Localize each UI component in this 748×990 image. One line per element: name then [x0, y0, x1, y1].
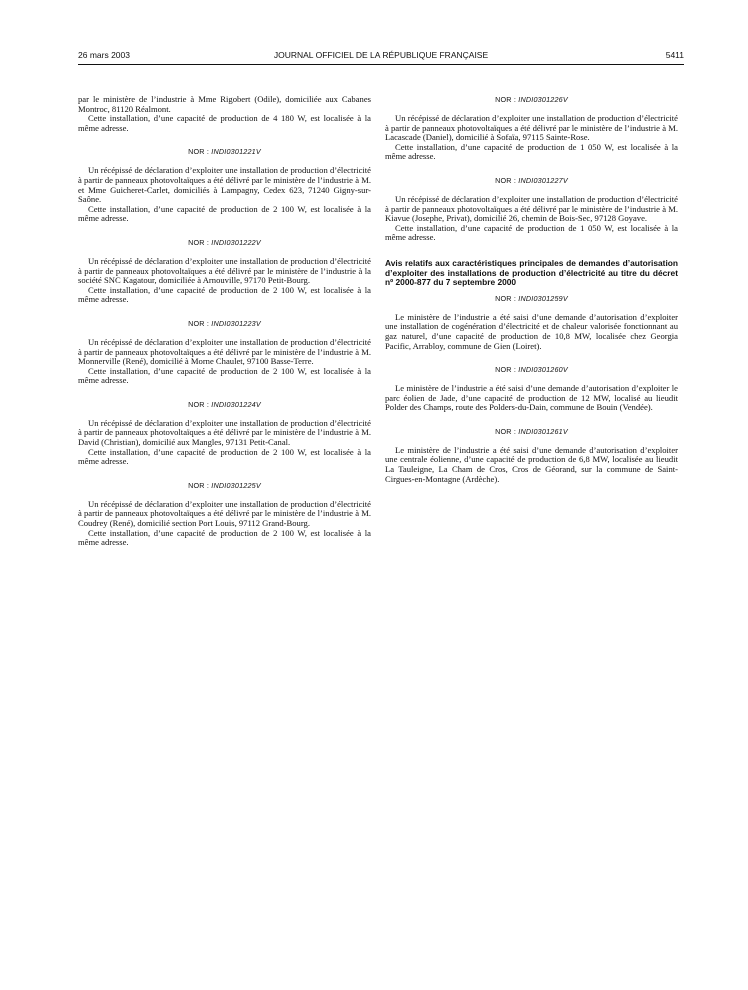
notice-text: Un récépissé de déclaration d’exploiter une installation de production d’électricité à partir de panneaux photovoltaïques a été délivré par le ministère de l’industrie à M. Lacascade (Daniel), domicilié à Sofaïa, 97115 Sainte-Rose.	[385, 113, 678, 143]
nor-heading	[78, 147, 371, 156]
nor-label: NOR :	[495, 426, 517, 436]
nor-heading	[385, 365, 678, 374]
right-column	[385, 95, 678, 484]
nor-code: INDI0301224V	[211, 399, 261, 409]
nor-label: NOR :	[188, 480, 210, 490]
avis-section-title: Avis relatifs aux caractéristiques principales de demandes d’autorisation d’exploiter des installations de production d’électricité au titre du décret nº 2000-877 du 7 septembre 2000	[385, 257, 678, 288]
intro-paragraph: par le ministère de l’industrie à Mme Rigobert (Odile), domiciliée aux Cabanes Montroc, 81120 Réalmont.	[78, 94, 371, 114]
nor-label: NOR :	[495, 293, 517, 303]
nor-heading	[78, 319, 371, 328]
nor-heading	[385, 95, 678, 104]
header-rule	[78, 64, 684, 65]
notice-capacity: Cette installation, d’une capacité de production de 2 100 W, est localisée à la même adresse.	[78, 527, 371, 548]
notice-capacity: Cette installation, d’une capacité de production de 2 100 W, est localisée à la même adresse.	[78, 446, 371, 467]
nor-code: INDI0301221V	[211, 147, 261, 157]
header-journal-title: JOURNAL OFFICIEL DE LA RÉPUBLIQUE FRANÇAISE	[273, 50, 489, 60]
avis-block	[385, 294, 678, 351]
notice-block	[78, 481, 371, 548]
nor-code: INDI0301261V	[518, 426, 568, 436]
notice-capacity: Cette installation, d’une capacité de production de 2 100 W, est localisée à la même adresse.	[78, 365, 371, 386]
nor-heading	[385, 294, 678, 303]
notice-text: Un récépissé de déclaration d’exploiter une installation de production d’électricité à partir de panneaux photovoltaïques a été délivré par le ministère de l’industrie à M. Kiavue (Josephe, Privat), domicilié 26, chemin de Bois-Sec, 97128 Goyave.	[385, 193, 678, 224]
notice-block	[385, 176, 678, 243]
notice-block	[78, 238, 371, 305]
nor-code: INDI0301259V	[518, 293, 568, 303]
nor-label: NOR :	[188, 318, 210, 328]
nor-code: INDI0301223V	[211, 318, 261, 328]
notice-capacity: Cette installation, d’une capacité de production de 2 100 W, est localisée à la même adresse.	[78, 284, 371, 305]
header-page-number: 5411	[665, 50, 684, 60]
nor-heading	[385, 176, 678, 185]
avis-block	[385, 365, 678, 413]
nor-label: NOR :	[188, 399, 210, 409]
notice-capacity: Cette installation, d’une capacité de production de 1 050 W, est localisée à la même adresse.	[385, 141, 678, 162]
nor-label: NOR :	[188, 147, 210, 157]
notice-block	[78, 319, 371, 386]
notice-text: Un récépissé de déclaration d’exploiter une installation de production d’électricité à partir de panneaux photovoltaïques a été délivré par le ministère de l’industrie à M. et Mme Guicheret-Carlet, domiciliés à Lampagny, Cedex 623, 71240 Gigny-sur-Saône.	[78, 165, 371, 205]
page-header	[78, 50, 684, 64]
nor-heading	[78, 238, 371, 247]
nor-heading	[78, 400, 371, 409]
notice-block	[78, 147, 371, 224]
notice-capacity: Cette installation, d’une capacité de production de 1 050 W, est localisée à la même adresse.	[385, 222, 678, 243]
nor-code: INDI0301226V	[518, 95, 568, 104]
nor-code: INDI0301222V	[211, 237, 261, 247]
notice-text: Un récépissé de déclaration d’exploiter une installation de production d’électricité à partir de panneaux photovoltaïques a été délivré par le ministère de l’industrie à la société SNC Kagatour, domiciliée à Arnouville, 97170 Petit-Bourg.	[78, 255, 371, 286]
nor-label: NOR :	[188, 237, 210, 247]
header-date: 26 mars 2003	[78, 50, 130, 60]
notice-text: Un récépissé de déclaration d’exploiter une installation de production d’électricité à partir de panneaux photovoltaïques a été délivré par le ministère de l’industrie à M. Coudrey (René), domicilié section Port Louis, 97112 Grand-Bourg.	[78, 498, 371, 529]
nor-code: INDI0301225V	[211, 480, 261, 490]
nor-label: NOR :	[495, 365, 517, 375]
notice-capacity: Cette installation, d’une capacité de production de 2 100 W, est localisée à la même adresse.	[78, 203, 371, 224]
nor-heading	[78, 481, 371, 490]
nor-code: INDI0301227V	[518, 175, 568, 185]
notice-block	[78, 400, 371, 467]
notice-text: Un récépissé de déclaration d’exploiter une installation de production d’électricité à partir de panneaux photovoltaïques a été délivré par le ministère de l’industrie à M. David (Christian), domicilié aux Mangles, 97131 Petit-Canal.	[78, 417, 371, 448]
nor-label: NOR :	[495, 175, 517, 185]
avis-text: Le ministère de l’industrie a été saisi d’une demande d’autorisation d’exploiter une centrale éolienne, d’une capacité de production de 6,8 MW, localisée au lieudit La Tauleigne, La Cham de Cros, Cros de Géorand, sur la commune de Saint-Cirgues-en-Montagne (Ardèche).	[385, 444, 678, 484]
nor-heading	[385, 427, 678, 436]
avis-text: Le ministère de l’industrie a été saisi d’une demande d’autorisation d’exploiter une installation de cogénération d’électricité et de chaleur valorisée fonctionnant au gaz naturel, d’une capacité de production de 10,8 MW, localisée chez Georgia Pacific, Arrabloy, commune de Gien (Loiret).	[385, 311, 678, 351]
intro-capacity: Cette installation, d’une capacité de production de 4 180 W, est localisée à la même adresse.	[78, 113, 371, 133]
notice-block	[385, 95, 678, 162]
notice-text: Un récépissé de déclaration d’exploiter une installation de production d’électricité à partir de panneaux photovoltaïques a été délivré par le ministère de l’industrie à M. Monnerville (René), domicilié à Morne Chaulet, 97100 Basse-Terre.	[78, 336, 371, 367]
nor-code: INDI0301260V	[518, 365, 568, 375]
avis-block	[385, 427, 678, 484]
avis-text: Le ministère de l’industrie a été saisi d’une demande d’autorisation d’exploiter le parc éolien de Jade, d’une capacité de production de 12 MW, localisé au lieudit Polder des Champs, route des Polders-du-Dain, commune de Bouin (Vendée).	[385, 383, 678, 413]
left-column	[78, 95, 371, 548]
nor-label: NOR :	[495, 95, 517, 104]
